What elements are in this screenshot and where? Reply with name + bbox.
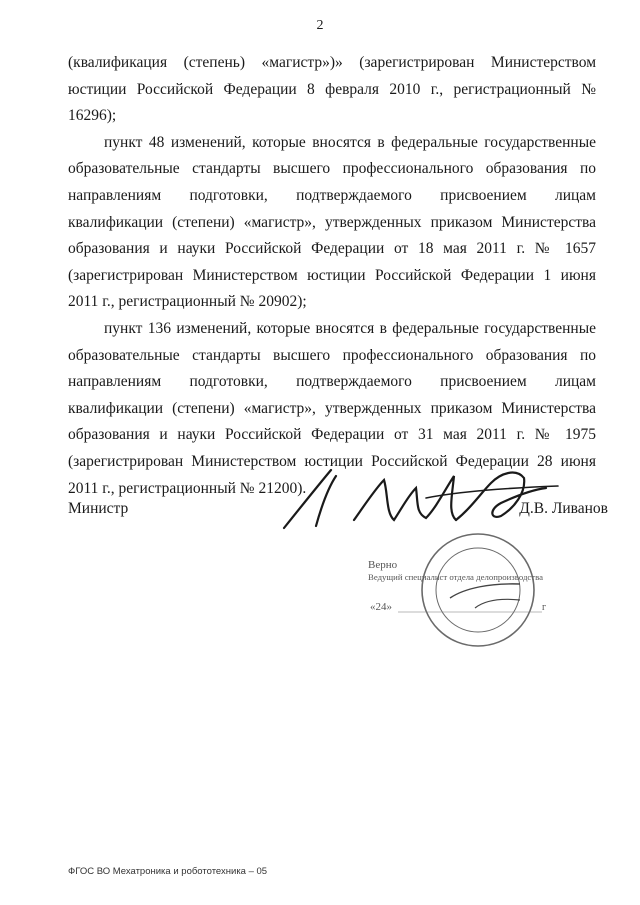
footer-text: ФГОС ВО Мехатроника и робототехника – 05 xyxy=(68,866,268,877)
stamp-line-4: г xyxy=(542,602,547,613)
signer-title: Министр xyxy=(68,500,129,517)
stamp-line-3: «24» xyxy=(370,601,392,613)
official-stamp xyxy=(360,528,550,658)
document-body xyxy=(68,50,596,502)
paragraph-3: пункт 136 изменений, которые вносятся в федеральные государственные образовательные стандарты высшего профессионального образования по направлениям подготовки, подтверждаемого присвоением лицам квалификации (степени) «магистр», утвержденных приказом Министерства образования и науки Российской Федерации от 31 мая 2011 г. № 1975 (зарегистрирован Министерством юстиции Российской Федерации 28 июня 2011 г., регистрационный № 21200). xyxy=(68,319,596,497)
page-number: 2 xyxy=(316,18,324,33)
stamp-line-2: Ведущий специалист отдела делопроизводства xyxy=(368,573,544,582)
signature-row xyxy=(68,498,608,526)
paragraph-2: пункт 48 изменений, которые вносятся в федеральные государственные образовательные стандарты высшего профессионального образования по направлениям подготовки, подтверждаемого присвоением лицам квалификации (степени) «магистр», утвержденных приказом Министерства образования и науки Российской Федерации от 18 мая 2011 г. № 1657 (зарегистрирован Министерством юстиции Российской Федерации 1 июня 2011 г., регистрационный № 20902); xyxy=(68,133,596,311)
signer-name: Д.В. Ливанов xyxy=(519,500,608,517)
paragraph-1: (квалификация (степень) «магистр»)» (зарегистрирован Министерством юстиции Российской Федерации 8 февраля 2010 г., регистрационный № 16296); xyxy=(68,54,596,125)
stamp-line-1: Верно xyxy=(368,559,398,571)
